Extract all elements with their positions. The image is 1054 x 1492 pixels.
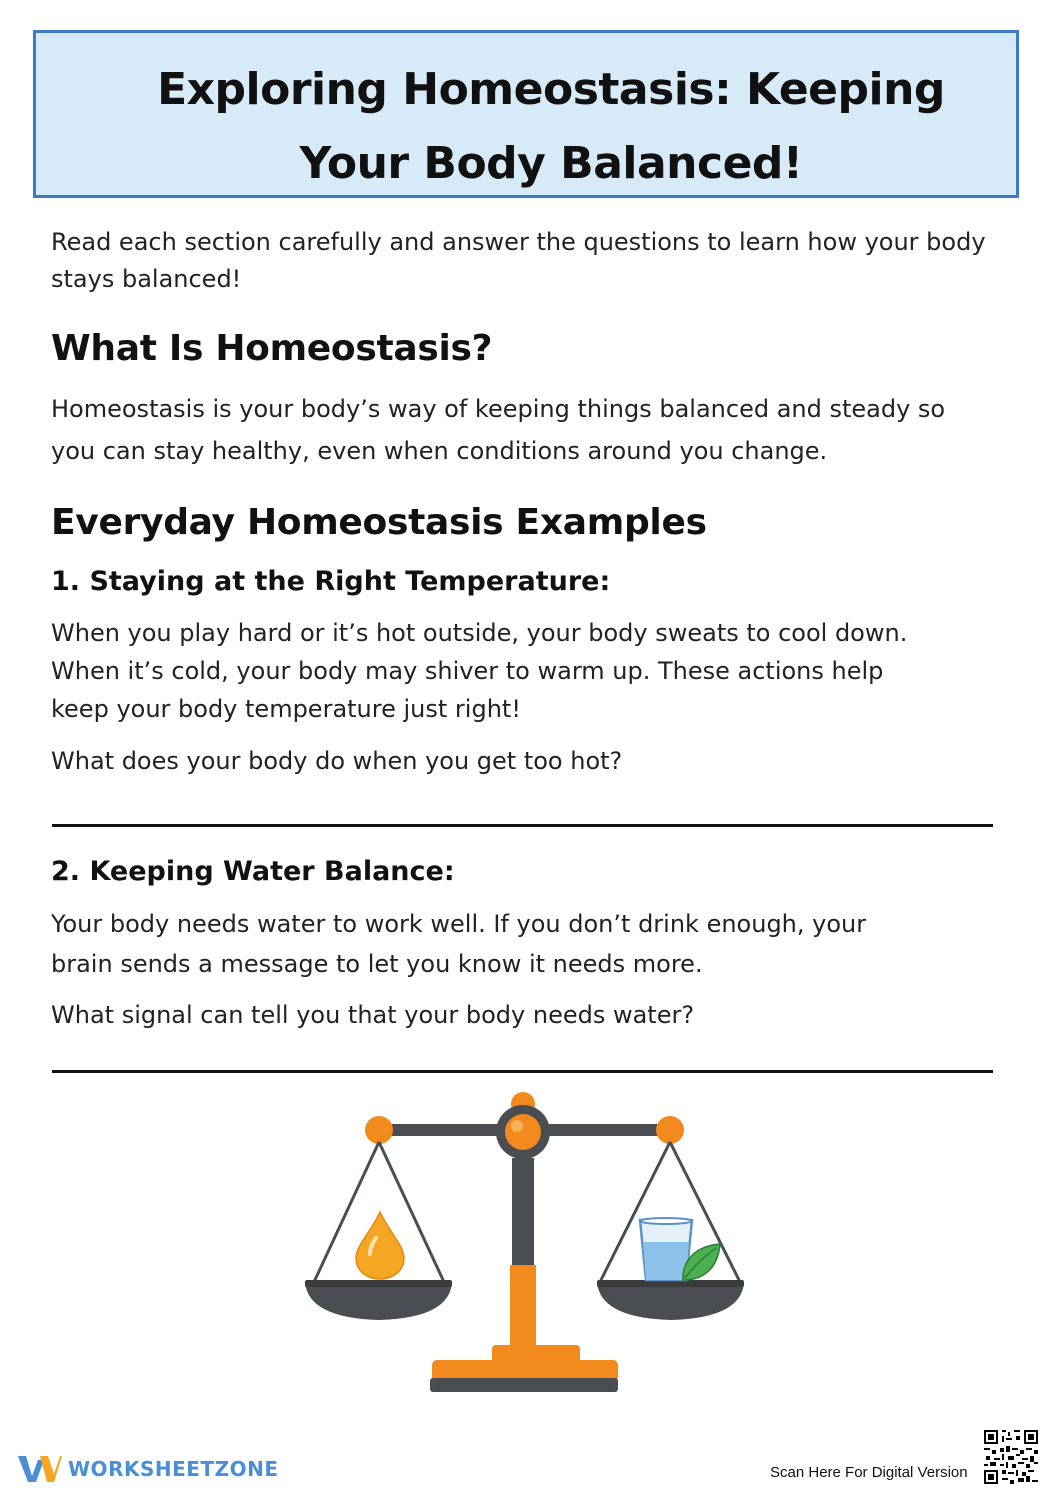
brand-w-icon: [16, 1452, 62, 1486]
answer-line-temperature[interactable]: [52, 824, 993, 827]
scale-left-knob: [365, 1116, 393, 1144]
page-title: Exploring Homeostasis: Keeping Your Body Balanced!: [157, 64, 945, 189]
question-water: What signal can tell you that your body needs water?: [51, 1001, 695, 1029]
answer-line-water[interactable]: [52, 1070, 993, 1073]
intro-text: Read each section carefully and answer the questions to learn how your body stays balanced!: [51, 228, 986, 293]
scale-pillar-base: [510, 1265, 536, 1355]
title-box: [33, 30, 1019, 198]
scale-left-pan: [305, 1282, 452, 1320]
balance-scale-icon: [300, 1090, 760, 1400]
definition-text: Homeostasis is your body’s way of keeping things balanced and steady so you can stay healthy, even when conditions around you change.: [51, 395, 946, 465]
brand-logo[interactable]: [16, 1452, 278, 1486]
qr-code-icon[interactable]: [982, 1428, 1040, 1486]
section-heading-examples: Everyday Homeostasis Examples: [51, 502, 707, 543]
scan-label: Scan Here For Digital Version: [770, 1464, 968, 1481]
brand-name: WORKSHEETZONE: [68, 1457, 279, 1481]
scale-hub-inner: [505, 1114, 541, 1150]
scale-right-knob: [656, 1116, 684, 1144]
water-drop-icon: [356, 1212, 404, 1279]
temperature-text: When you play hard or it’s hot outside, your body sweats to cool down. When it’s cold, your body may shiver to warm up. These actions help keep your body temperature just right!: [51, 619, 908, 723]
subheading-temperature: 1. Staying at the Right Temperature:: [51, 566, 611, 597]
water-text: Your body needs water to work well. If you don’t drink enough, your brain sends a message to let you know it needs more.: [51, 910, 867, 978]
section-heading-what: What Is Homeostasis?: [51, 328, 493, 369]
scale-pillar: [512, 1158, 534, 1268]
subheading-water: 2. Keeping Water Balance:: [51, 856, 455, 887]
scale-right-pan: [597, 1282, 744, 1320]
question-temperature: What does your body do when you get too hot?: [51, 747, 623, 775]
